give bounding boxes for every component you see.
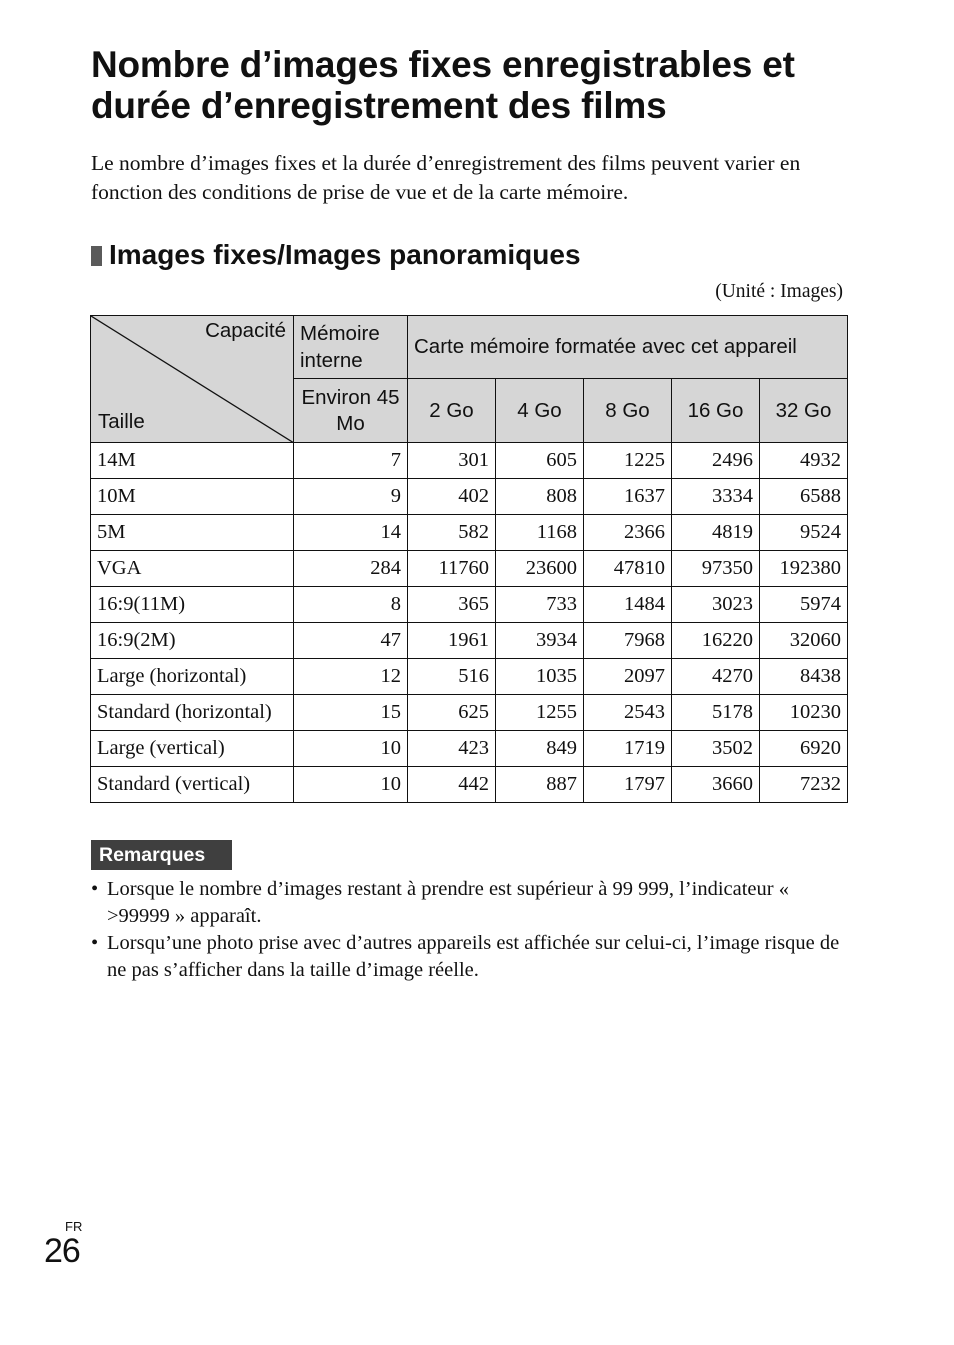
table-cell: 23600	[496, 551, 584, 587]
memory-card-header: Carte mémoire formatée avec cet appareil	[408, 316, 848, 379]
card-size-header: 16 Go	[672, 379, 760, 443]
table-cell: 3934	[496, 623, 584, 659]
table-cell: 10	[294, 767, 408, 803]
table-cell: 7232	[760, 767, 848, 803]
table-row	[91, 587, 848, 623]
table-cell: 365	[408, 587, 496, 623]
row-label: Standard (vertical)	[91, 767, 294, 803]
table-cell: 284	[294, 551, 408, 587]
section-heading-text: Images fixes/Images panoramiques	[109, 239, 581, 270]
table-row	[91, 623, 848, 659]
table-cell: 516	[408, 659, 496, 695]
row-label: 14M	[91, 443, 294, 479]
table-cell: 1255	[496, 695, 584, 731]
table-cell: 6920	[760, 731, 848, 767]
remarks-list	[91, 876, 851, 984]
table-cell: 8	[294, 587, 408, 623]
row-label: Large (vertical)	[91, 731, 294, 767]
language-code: FR	[65, 1219, 83, 1234]
table-cell: 887	[496, 767, 584, 803]
intro-paragraph: Le nombre d’images fixes et la durée d’enregistrement des films peuvent varier en fonction des conditions de prise de vue et de la carte mémoire.	[91, 151, 801, 204]
table-cell: 9	[294, 479, 408, 515]
table-cell: 11760	[408, 551, 496, 587]
internal-memory-size: Environ 45 Mo	[294, 379, 408, 443]
table-cell: 97350	[672, 551, 760, 587]
card-size-header: 32 Go	[760, 379, 848, 443]
table-row	[91, 659, 848, 695]
row-label: 10M	[91, 479, 294, 515]
table-row	[91, 515, 848, 551]
table-cell: 4270	[672, 659, 760, 695]
table-cell: 1797	[584, 767, 672, 803]
table-cell: 849	[496, 731, 584, 767]
table-cell: 423	[408, 731, 496, 767]
section-heading	[91, 239, 581, 271]
table-cell: 2366	[584, 515, 672, 551]
table-cell: 7	[294, 443, 408, 479]
row-label: Standard (horizontal)	[91, 695, 294, 731]
card-size-header: 4 Go	[496, 379, 584, 443]
page-title: Nombre d’images fixes enregistrables et durée d’enregistrement des films	[91, 44, 795, 126]
table-corner-header	[91, 316, 294, 443]
table-cell: 16220	[672, 623, 760, 659]
table-cell: 6588	[760, 479, 848, 515]
card-size-header: 8 Go	[584, 379, 672, 443]
page-number: 26	[44, 1232, 80, 1270]
table-cell: 1225	[584, 443, 672, 479]
table-cell: 3334	[672, 479, 760, 515]
remark-item	[91, 930, 851, 984]
table-cell: 47	[294, 623, 408, 659]
corner-size-label: Taille	[98, 410, 145, 433]
table-cell: 605	[496, 443, 584, 479]
table-cell: 5178	[672, 695, 760, 731]
table-cell: 1637	[584, 479, 672, 515]
table-cell: 47810	[584, 551, 672, 587]
remark-text: Lorsque le nombre d’images restant à prendre est supérieur à 99 999, l’indicateur « >99999 » apparaît.	[107, 878, 789, 927]
table-cell: 1168	[496, 515, 584, 551]
table-cell: 3023	[672, 587, 760, 623]
card-size-header: 2 Go	[408, 379, 496, 443]
table-cell: 625	[408, 695, 496, 731]
table-cell: 582	[408, 515, 496, 551]
table-cell: 7968	[584, 623, 672, 659]
table-cell: 1719	[584, 731, 672, 767]
table-cell: 3660	[672, 767, 760, 803]
section-marker-icon	[91, 246, 102, 266]
table-cell: 1961	[408, 623, 496, 659]
row-label: 16:9(2M)	[91, 623, 294, 659]
table-cell: 1484	[584, 587, 672, 623]
table-cell: 8438	[760, 659, 848, 695]
corner-capacity-label: Capacité	[205, 319, 286, 342]
table-cell: 402	[408, 479, 496, 515]
table-cell: 192380	[760, 551, 848, 587]
table-cell: 733	[496, 587, 584, 623]
table-cell: 12	[294, 659, 408, 695]
row-label: VGA	[91, 551, 294, 587]
table-cell: 3502	[672, 731, 760, 767]
remark-item	[91, 876, 851, 930]
table-row	[91, 479, 848, 515]
table-row	[91, 695, 848, 731]
table-cell: 4819	[672, 515, 760, 551]
row-label: 5M	[91, 515, 294, 551]
row-label: 16:9(11M)	[91, 587, 294, 623]
table-cell: 10	[294, 731, 408, 767]
table-cell: 2097	[584, 659, 672, 695]
table-cell: 9524	[760, 515, 848, 551]
table-cell: 4932	[760, 443, 848, 479]
internal-memory-header: Mémoire interne	[294, 316, 408, 379]
table-cell: 14	[294, 515, 408, 551]
bullet-icon: •	[91, 932, 99, 954]
table-cell: 2496	[672, 443, 760, 479]
unit-note: (Unité : Images)	[715, 281, 843, 302]
table-row	[91, 551, 848, 587]
bullet-icon: •	[91, 878, 99, 900]
table-cell: 32060	[760, 623, 848, 659]
table-cell: 1035	[496, 659, 584, 695]
table-cell: 15	[294, 695, 408, 731]
remark-text: Lorsqu’une photo prise avec d’autres appareils est affichée sur celui-ci, l’image risque de ne pas s’afficher dans la taille d’image réelle.	[107, 932, 840, 981]
table-row	[91, 767, 848, 803]
table-cell: 5974	[760, 587, 848, 623]
table-cell: 2543	[584, 695, 672, 731]
remarks-badge: Remarques	[91, 840, 232, 870]
table-row	[91, 443, 848, 479]
capacity-table	[90, 315, 848, 803]
table-cell: 442	[408, 767, 496, 803]
table-row	[91, 731, 848, 767]
row-label: Large (horizontal)	[91, 659, 294, 695]
table-cell: 808	[496, 479, 584, 515]
table-cell: 10230	[760, 695, 848, 731]
table-cell: 301	[408, 443, 496, 479]
